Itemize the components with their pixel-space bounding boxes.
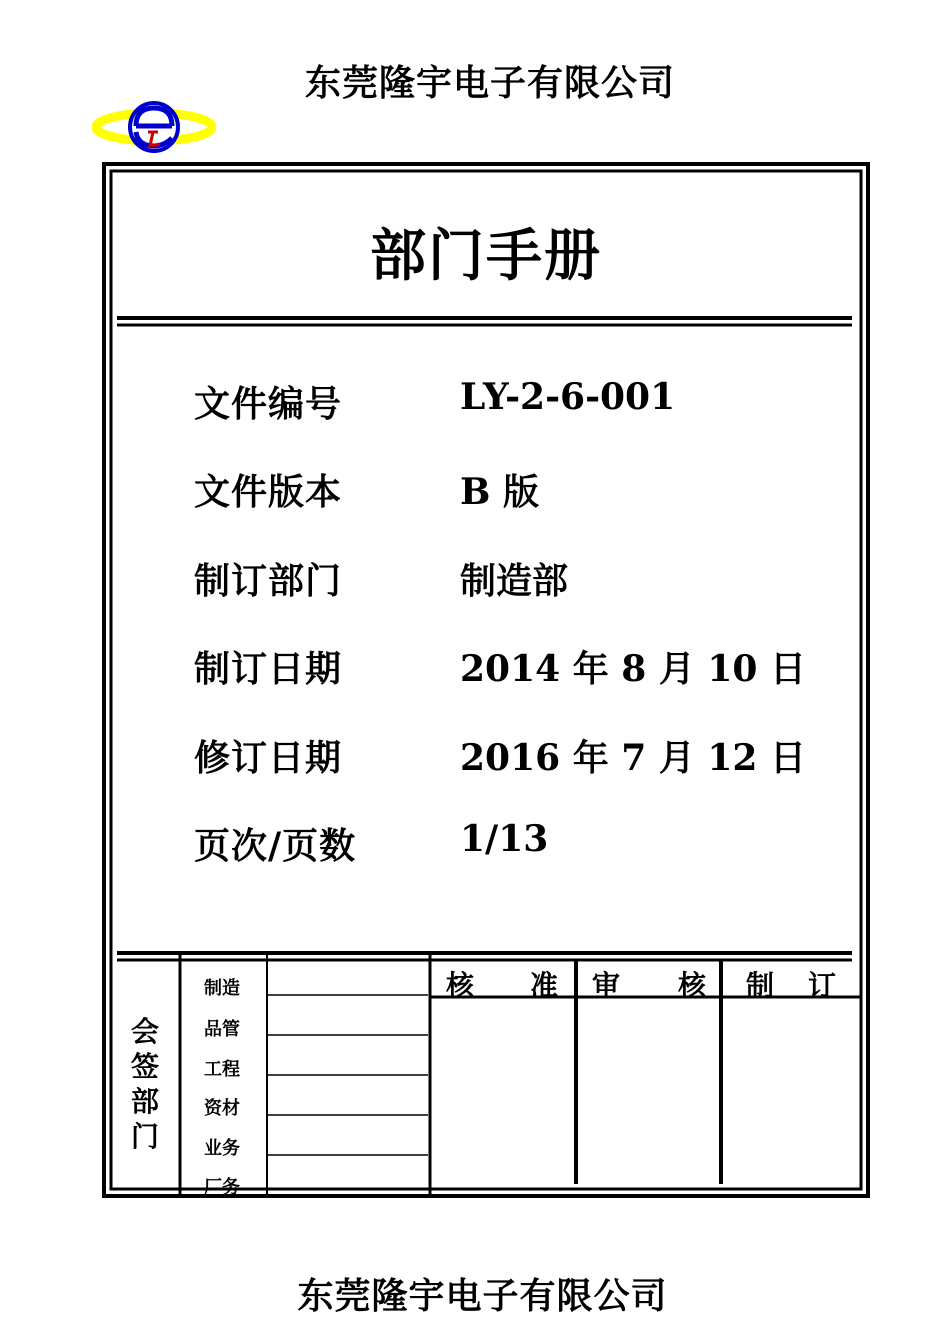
approval-head-review-left: 审	[592, 969, 621, 1002]
signoff-dept-sales: 业务	[204, 1138, 240, 1159]
signoff-vertical-label: 会签部门	[130, 1015, 159, 1153]
signoff-dept-materials: 资材	[204, 1098, 240, 1119]
field-label-doc-version: 文件版本	[194, 471, 343, 513]
approval-head-author-right: 订	[808, 969, 837, 1002]
signoff-dept-manufacturing: 制造	[204, 978, 240, 999]
company-logo-icon	[92, 96, 216, 158]
company-name-footer: 东莞隆宇电子有限公司	[297, 1275, 668, 1317]
approval-head-approve-right: 准	[530, 969, 559, 1002]
approval-head-review-right: 核	[678, 969, 707, 1002]
field-label-revised-date: 修订日期	[194, 737, 343, 779]
field-value-doc-number: LY-2-6-001	[460, 376, 676, 418]
signoff-dept-quality: 品管	[204, 1019, 240, 1040]
field-value-doc-version: B 版	[460, 471, 539, 513]
signoff-dept-facilities: 厂务	[204, 1177, 240, 1198]
field-value-revised-date: 2016 年 7 月 12 日	[460, 737, 807, 779]
approval-head-approve-left: 核	[446, 969, 475, 1002]
field-value-created-date: 2014 年 8 月 10 日	[460, 648, 807, 690]
field-label-doc-number: 文件编号	[194, 383, 343, 425]
field-label-department: 制订部门	[194, 560, 343, 602]
field-label-created-date: 制订日期	[194, 648, 343, 690]
field-value-department: 制造部	[460, 560, 569, 602]
document-title: 部门手册	[370, 223, 602, 289]
approval-head-author-left: 制	[746, 969, 775, 1002]
field-label-page-count: 页次/页数	[194, 825, 357, 867]
field-value-page-count: 1/13	[460, 818, 549, 860]
signoff-dept-engineering: 工程	[204, 1059, 240, 1080]
company-name-header: 东莞隆宇电子有限公司	[304, 62, 675, 104]
